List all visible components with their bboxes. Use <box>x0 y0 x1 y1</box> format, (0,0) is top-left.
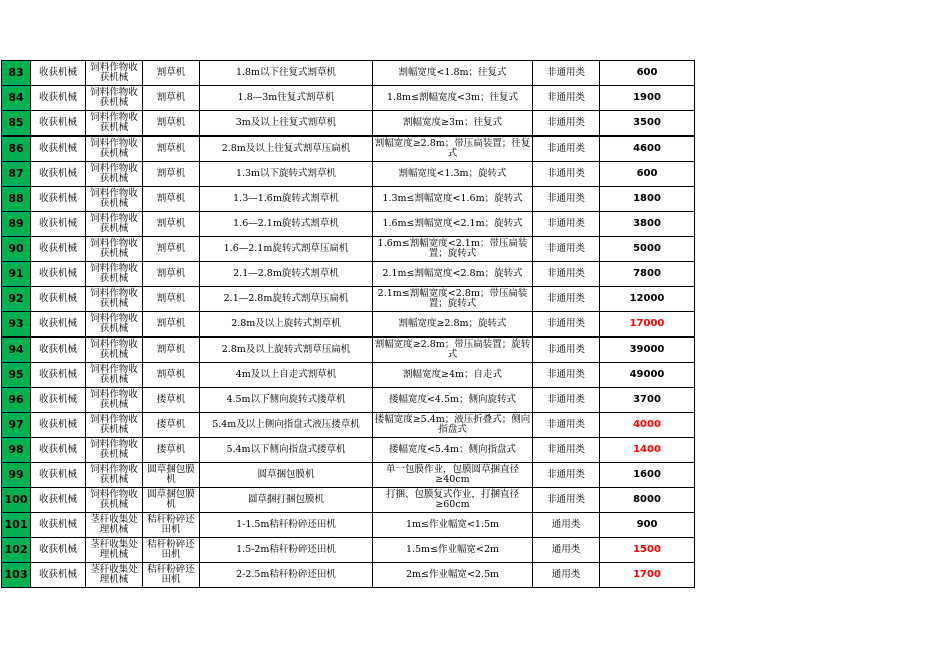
subsidy-price-cell: 1600 <box>600 463 695 488</box>
table-row <box>2 438 695 463</box>
model-name-cell: 2.8m及以上旋转式割草压扁机 <box>200 337 373 363</box>
subsidy-price-cell: 8000 <box>600 488 695 513</box>
subsidy-price-cell: 49000 <box>600 363 695 388</box>
table-row <box>2 463 695 488</box>
spec-cell: 2m≤作业幅宽<2.5m <box>373 563 533 588</box>
type-cell: 非通用类 <box>533 162 600 187</box>
table-row <box>2 363 695 388</box>
type-cell: 非通用类 <box>533 86 600 111</box>
subcategory-cell: 饲料作物收获机械 <box>86 212 143 237</box>
subcategory-cell: 茎秆收集处理机械 <box>86 563 143 588</box>
item-cell: 搂草机 <box>143 388 200 413</box>
model-name-cell: 1-1.5m秸秆粉碎还田机 <box>200 513 373 538</box>
model-name-cell: 5.4m及以上侧向指盘式液压搂草机 <box>200 413 373 438</box>
table-row <box>2 61 695 86</box>
type-cell: 非通用类 <box>533 488 600 513</box>
spec-cell: 搂幅宽度<4.5m；侧向旋转式 <box>373 388 533 413</box>
subsidy-price-cell: 900 <box>600 513 695 538</box>
subcategory-cell: 饲料作物收获机械 <box>86 438 143 463</box>
table-row <box>2 413 695 438</box>
type-cell: 非通用类 <box>533 237 600 262</box>
subcategory-cell: 饲料作物收获机械 <box>86 388 143 413</box>
table-row <box>2 287 695 312</box>
row-number-cell: 86 <box>2 136 31 162</box>
spec-cell: 1.6m≤割幅宽度<2.1m；旋转式 <box>373 212 533 237</box>
item-cell: 割草机 <box>143 212 200 237</box>
category-cell: 收获机械 <box>31 136 86 162</box>
subcategory-cell: 饲料作物收获机械 <box>86 312 143 338</box>
subsidy-price-cell: 17000 <box>600 312 695 338</box>
subsidy-price-cell: 1400 <box>600 438 695 463</box>
type-cell: 非通用类 <box>533 187 600 212</box>
table-row <box>2 262 695 287</box>
table-row <box>2 513 695 538</box>
item-cell: 割草机 <box>143 162 200 187</box>
subcategory-cell: 饲料作物收获机械 <box>86 136 143 162</box>
subcategory-cell: 饲料作物收获机械 <box>86 363 143 388</box>
category-cell: 收获机械 <box>31 413 86 438</box>
spec-cell: 割幅宽度≥2.8m；旋转式 <box>373 312 533 338</box>
subcategory-cell: 饲料作物收获机械 <box>86 187 143 212</box>
row-number-cell: 89 <box>2 212 31 237</box>
model-name-cell: 3m及以上往复式割草机 <box>200 111 373 137</box>
row-number-cell: 87 <box>2 162 31 187</box>
model-name-cell: 4.5m以下侧向旋转式搂草机 <box>200 388 373 413</box>
spec-cell: 2.1m≤割幅宽度<2.8m；带压扁装置；旋转式 <box>373 287 533 312</box>
model-name-cell: 1.6—2.1m旋转式割草机 <box>200 212 373 237</box>
item-cell: 割草机 <box>143 136 200 162</box>
item-cell: 搂草机 <box>143 438 200 463</box>
type-cell: 非通用类 <box>533 61 600 86</box>
item-cell: 割草机 <box>143 237 200 262</box>
row-number-cell: 91 <box>2 262 31 287</box>
row-number-cell: 99 <box>2 463 31 488</box>
category-cell: 收获机械 <box>31 111 86 137</box>
spec-cell: 2.1m≤割幅宽度<2.8m；旋转式 <box>373 262 533 287</box>
table-row <box>2 111 695 137</box>
type-cell: 非通用类 <box>533 287 600 312</box>
subcategory-cell: 饲料作物收获机械 <box>86 162 143 187</box>
row-number-cell: 83 <box>2 61 31 86</box>
category-cell: 收获机械 <box>31 61 86 86</box>
subsidy-price-cell: 3500 <box>600 111 695 137</box>
row-number-cell: 84 <box>2 86 31 111</box>
model-name-cell: 1.3—1.6m旋转式割草机 <box>200 187 373 212</box>
table-row <box>2 337 695 363</box>
spec-cell: 1.8m≤割幅宽度<3m；往复式 <box>373 86 533 111</box>
subcategory-cell: 饲料作物收获机械 <box>86 413 143 438</box>
row-number-cell: 94 <box>2 337 31 363</box>
item-cell: 割草机 <box>143 262 200 287</box>
subsidy-price-cell: 1900 <box>600 86 695 111</box>
row-number-cell: 92 <box>2 287 31 312</box>
spec-cell: 单一包膜作业，包膜圆草捆直径≥40cm <box>373 463 533 488</box>
spec-cell: 割幅宽度≥2.8m；带压扁装置；往复式 <box>373 136 533 162</box>
table-row <box>2 237 695 262</box>
model-name-cell: 1.8—3m往复式割草机 <box>200 86 373 111</box>
item-cell: 搂草机 <box>143 413 200 438</box>
subcategory-cell: 饲料作物收获机械 <box>86 337 143 363</box>
table-row <box>2 162 695 187</box>
type-cell: 非通用类 <box>533 438 600 463</box>
item-cell: 割草机 <box>143 363 200 388</box>
item-cell: 秸秆粉碎还田机 <box>143 563 200 588</box>
spec-cell: 割幅宽度≥4m；自走式 <box>373 363 533 388</box>
category-cell: 收获机械 <box>31 563 86 588</box>
subcategory-cell: 饲料作物收获机械 <box>86 237 143 262</box>
model-name-cell: 4m及以上自走式割草机 <box>200 363 373 388</box>
type-cell: 非通用类 <box>533 262 600 287</box>
model-name-cell: 1.8m以下往复式割草机 <box>200 61 373 86</box>
category-cell: 收获机械 <box>31 212 86 237</box>
row-number-cell: 100 <box>2 488 31 513</box>
row-number-cell: 85 <box>2 111 31 137</box>
item-cell: 秸秆粉碎还田机 <box>143 513 200 538</box>
subsidy-price-cell: 600 <box>600 162 695 187</box>
category-cell: 收获机械 <box>31 438 86 463</box>
category-cell: 收获机械 <box>31 388 86 413</box>
category-cell: 收获机械 <box>31 363 86 388</box>
model-name-cell: 2.1—2.8m旋转式割草机 <box>200 262 373 287</box>
subsidy-price-cell: 12000 <box>600 287 695 312</box>
model-name-cell: 圆草捆打捆包膜机 <box>200 488 373 513</box>
table-row <box>2 212 695 237</box>
category-cell: 收获机械 <box>31 488 86 513</box>
type-cell: 非通用类 <box>533 463 600 488</box>
subsidy-price-cell: 4000 <box>600 413 695 438</box>
subsidy-price-cell: 5000 <box>600 237 695 262</box>
subcategory-cell: 饲料作物收获机械 <box>86 61 143 86</box>
row-number-cell: 98 <box>2 438 31 463</box>
table-row <box>2 86 695 111</box>
subsidy-price-cell: 7800 <box>600 262 695 287</box>
item-cell: 割草机 <box>143 86 200 111</box>
type-cell: 非通用类 <box>533 312 600 338</box>
model-name-cell: 2.1—2.8m旋转式割草压扁机 <box>200 287 373 312</box>
category-cell: 收获机械 <box>31 337 86 363</box>
subsidy-price-cell: 3800 <box>600 212 695 237</box>
spec-cell: 打捆、包膜复式作业，打捆直径≥60cm <box>373 488 533 513</box>
item-cell: 割草机 <box>143 312 200 338</box>
table-row <box>2 187 695 212</box>
category-cell: 收获机械 <box>31 312 86 338</box>
spec-cell: 搂幅宽度<5.4m；侧向指盘式 <box>373 438 533 463</box>
item-cell: 圆草捆包膜机 <box>143 488 200 513</box>
table-row <box>2 388 695 413</box>
model-name-cell: 圆草捆包膜机 <box>200 463 373 488</box>
item-cell: 割草机 <box>143 287 200 312</box>
row-number-cell: 95 <box>2 363 31 388</box>
model-name-cell: 1.6—2.1m旋转式割草压扁机 <box>200 237 373 262</box>
spec-cell: 割幅宽度≥2.8m；带压扁装置；旋转式 <box>373 337 533 363</box>
category-cell: 收获机械 <box>31 513 86 538</box>
row-number-cell: 96 <box>2 388 31 413</box>
subsidy-price-cell: 600 <box>600 61 695 86</box>
type-cell: 非通用类 <box>533 136 600 162</box>
table-row <box>2 538 695 563</box>
row-number-cell: 93 <box>2 312 31 338</box>
subsidy-price-cell: 3700 <box>600 388 695 413</box>
category-cell: 收获机械 <box>31 162 86 187</box>
table-body <box>2 61 695 588</box>
subsidy-price-cell: 1700 <box>600 563 695 588</box>
table-row <box>2 312 695 338</box>
model-name-cell: 2-2.5m秸秆粉碎还田机 <box>200 563 373 588</box>
subcategory-cell: 饲料作物收获机械 <box>86 488 143 513</box>
table-row <box>2 563 695 588</box>
table-row <box>2 136 695 162</box>
category-cell: 收获机械 <box>31 86 86 111</box>
type-cell: 非通用类 <box>533 111 600 137</box>
spec-cell: 搂幅宽度≥5.4m；液压折叠式；侧向指盘式 <box>373 413 533 438</box>
item-cell: 圆草捆包膜机 <box>143 463 200 488</box>
subcategory-cell: 饲料作物收获机械 <box>86 287 143 312</box>
model-name-cell: 2.8m及以上往复式割草压扁机 <box>200 136 373 162</box>
category-cell: 收获机械 <box>31 538 86 563</box>
item-cell: 割草机 <box>143 337 200 363</box>
subcategory-cell: 饲料作物收获机械 <box>86 262 143 287</box>
category-cell: 收获机械 <box>31 262 86 287</box>
spec-cell: 1m≤作业幅宽<1.5m <box>373 513 533 538</box>
model-name-cell: 2.8m及以上旋转式割草机 <box>200 312 373 338</box>
category-cell: 收获机械 <box>31 463 86 488</box>
spec-cell: 1.5m≤作业幅宽<2m <box>373 538 533 563</box>
table-row <box>2 488 695 513</box>
row-number-cell: 90 <box>2 237 31 262</box>
spec-cell: 割幅宽度<1.3m；旋转式 <box>373 162 533 187</box>
spec-cell: 1.3m≤割幅宽度<1.6m；旋转式 <box>373 187 533 212</box>
subcategory-cell: 茎秆收集处理机械 <box>86 538 143 563</box>
item-cell: 割草机 <box>143 187 200 212</box>
row-number-cell: 103 <box>2 563 31 588</box>
subsidy-price-cell: 4600 <box>600 136 695 162</box>
type-cell: 非通用类 <box>533 212 600 237</box>
subsidy-price-cell: 39000 <box>600 337 695 363</box>
type-cell: 通用类 <box>533 538 600 563</box>
model-name-cell: 5.4m以下侧向指盘式搂草机 <box>200 438 373 463</box>
type-cell: 通用类 <box>533 563 600 588</box>
type-cell: 非通用类 <box>533 413 600 438</box>
subsidy-price-cell: 1500 <box>600 538 695 563</box>
subcategory-cell: 饲料作物收获机械 <box>86 111 143 137</box>
subsidy-table <box>1 60 695 588</box>
subcategory-cell: 饲料作物收获机械 <box>86 463 143 488</box>
type-cell: 非通用类 <box>533 363 600 388</box>
model-name-cell: 1.3m以下旋转式割草机 <box>200 162 373 187</box>
spec-cell: 割幅宽度≥3m；往复式 <box>373 111 533 137</box>
type-cell: 通用类 <box>533 513 600 538</box>
subcategory-cell: 饲料作物收获机械 <box>86 86 143 111</box>
item-cell: 割草机 <box>143 61 200 86</box>
row-number-cell: 97 <box>2 413 31 438</box>
row-number-cell: 101 <box>2 513 31 538</box>
row-number-cell: 88 <box>2 187 31 212</box>
category-cell: 收获机械 <box>31 237 86 262</box>
spec-cell: 1.6m≤割幅宽度<2.1m；带压扁装置；旋转式 <box>373 237 533 262</box>
model-name-cell: 1.5-2m秸秆粉碎还田机 <box>200 538 373 563</box>
spec-cell: 割幅宽度<1.8m；往复式 <box>373 61 533 86</box>
item-cell: 秸秆粉碎还田机 <box>143 538 200 563</box>
item-cell: 割草机 <box>143 111 200 137</box>
category-cell: 收获机械 <box>31 287 86 312</box>
category-cell: 收获机械 <box>31 187 86 212</box>
subcategory-cell: 茎秆收集处理机械 <box>86 513 143 538</box>
subsidy-price-cell: 1800 <box>600 187 695 212</box>
type-cell: 非通用类 <box>533 337 600 363</box>
row-number-cell: 102 <box>2 538 31 563</box>
type-cell: 非通用类 <box>533 388 600 413</box>
